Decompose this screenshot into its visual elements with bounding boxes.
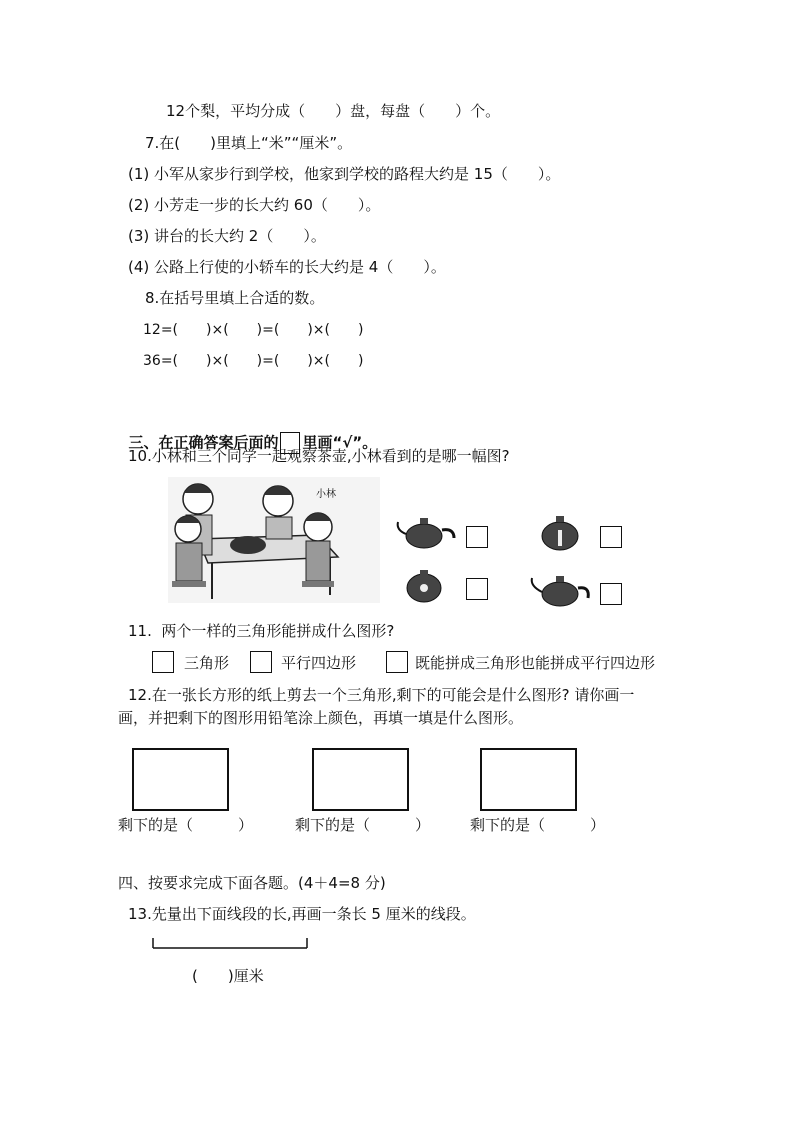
q12-line-1: 12.在一张长方形的纸上剪去一个三角形,剩下的可能会是什么图形? 请你画一 xyxy=(128,686,635,704)
q12-answer-1: 剩下的是（ ） xyxy=(118,816,254,834)
q7-item-2: (2) 小芳走一步的长大约 60（ ）。 xyxy=(128,196,381,214)
q7-item-1: (1) 小军从家步行到学校，他家到学校的路程大约是 15（ ）。 xyxy=(128,165,561,183)
q13-answer: ( )厘米 xyxy=(192,967,264,985)
teapot-option-d-checkbox[interactable] xyxy=(600,583,622,605)
section-4-title: 四、按要求完成下面各题。(4＋4=8 分) xyxy=(118,874,386,892)
children-observing-teapot-illustration xyxy=(168,477,380,603)
q11-option-2-label: 平行四边形 xyxy=(281,654,357,672)
q7-item-3: (3) 讲台的长大约 2（ ）。 xyxy=(128,227,326,245)
q11-option-2-checkbox[interactable] xyxy=(250,651,272,673)
q7-title: 7.在( )里填上“米”“厘米”。 xyxy=(145,134,353,152)
q13-title: 13.先量出下面线段的长,再画一条长 5 厘米的线段。 xyxy=(128,905,476,923)
q7-item-4: (4) 公路上行使的小轿车的长大约是 4（ ）。 xyxy=(128,258,446,276)
q6-tail-text: 12个梨，平均分成（ ）盘，每盘（ ）个。 xyxy=(166,102,501,120)
section-3-suffix: 里画“√”。 xyxy=(302,433,378,452)
q11-option-1-checkbox[interactable] xyxy=(152,651,174,673)
q11-title: 11. 两个一样的三角形能拼成什么图形? xyxy=(128,622,395,640)
q8-row-1: 12=( )×( )=( )×( ) xyxy=(143,322,364,338)
q11-option-1-label: 三角形 xyxy=(184,654,230,672)
q8-row-2: 36=( )×( )=( )×( ) xyxy=(143,353,364,369)
q12-line-2: 画，并把剩下的图形用铅笔涂上颜色，再填一填是什么图形。 xyxy=(118,709,524,727)
teapot-side-view-d-icon xyxy=(526,568,592,610)
teapot-option-a-checkbox[interactable] xyxy=(466,526,488,548)
q10-title: 10.小林和三个同学一起观察茶壶,小林看到的是哪一幅图? xyxy=(128,447,510,465)
teapot-option-b-checkbox[interactable] xyxy=(600,526,622,548)
rectangle-drawing-area-3[interactable] xyxy=(480,748,577,811)
q8-title: 8.在括号里填上合适的数。 xyxy=(145,289,325,307)
section-3-prefix: 三、在正确答案后面的 xyxy=(128,433,279,452)
q11-option-3-label: 既能拼成三角形也能拼成平行四边形 xyxy=(415,654,656,672)
q11-option-3-checkbox[interactable] xyxy=(386,651,408,673)
measure-line-segment xyxy=(152,936,308,950)
q12-answer-3: 剩下的是（ ） xyxy=(470,816,606,834)
teapot-front-view-b-icon xyxy=(536,510,584,554)
teapot-option-c-checkbox[interactable] xyxy=(466,578,488,600)
teapot-side-view-a-icon xyxy=(394,512,458,552)
q12-answer-2: 剩下的是（ ） xyxy=(295,816,431,834)
teapot-front-view-c-icon xyxy=(402,566,446,606)
scene-caption: 小林 xyxy=(316,489,336,500)
rectangle-drawing-area-1[interactable] xyxy=(132,748,229,811)
rectangle-drawing-area-2[interactable] xyxy=(312,748,409,811)
